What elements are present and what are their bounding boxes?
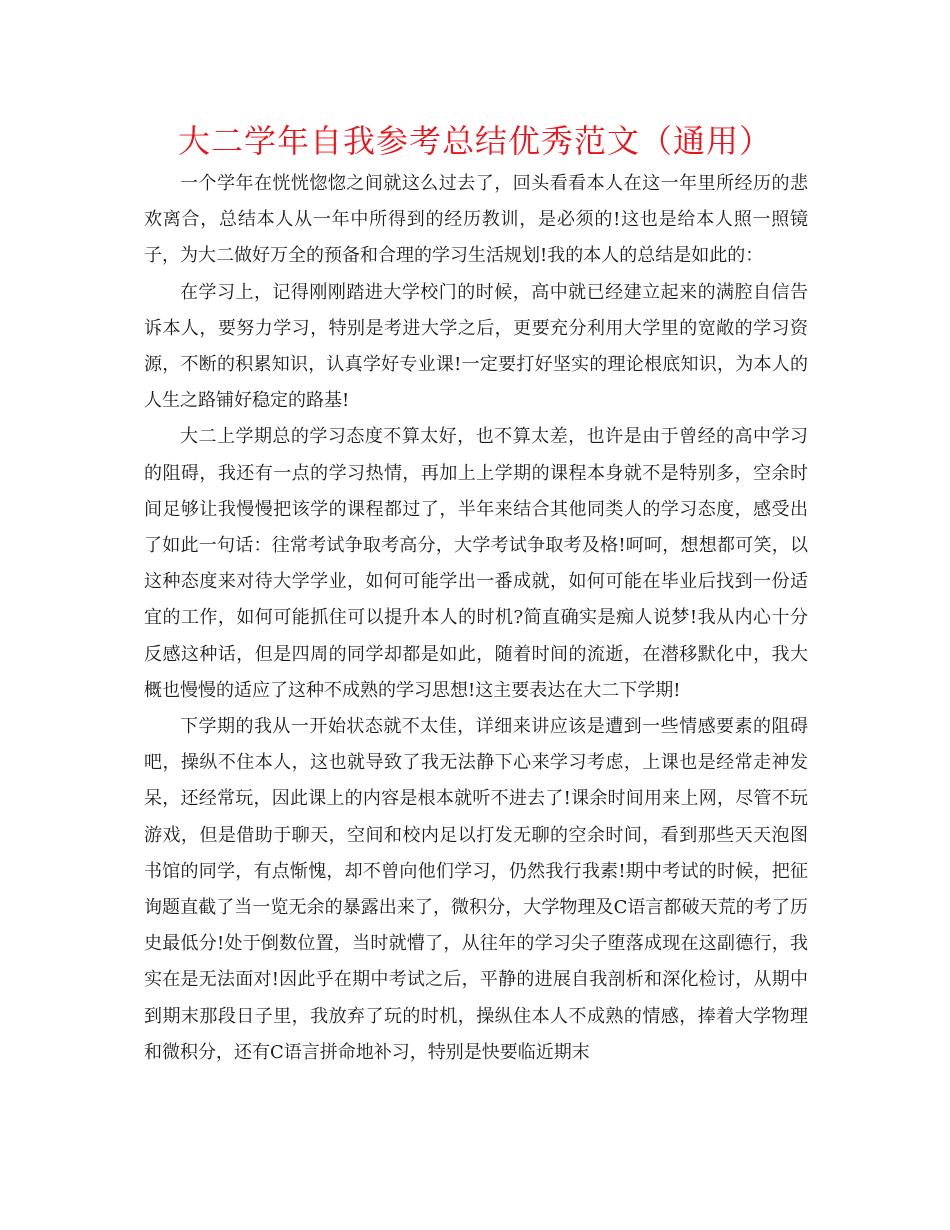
paragraph: 一个学年在恍恍惚惚之间就这么过去了，回头看看本人在这一年里所经历的悲欢离合，总结本人从一年中所得到的经历教训，是必须的!这也是给本人照一照镜子，为大二做好万全的预备和合理的学习生活规划!我的本人的总结是如此的：: [144, 173, 808, 267]
paragraph: 在学习上，记得刚刚踏进大学校门的时候，高中就已经建立起来的满腔自信告诉本人，要努力学习，特别是考进大学之后，更要充分利用大学里的宽敞的学习资源，不断的积累知识，认真学好专业课!一定要打好坚实的理论根底知识，为本人的人生之路铺好稳定的路基!: [144, 281, 808, 412]
paragraph: 大二上学期总的学习态度不算太好，也不算太差，也许是由于曾经的高中学习的阻碍，我还有一点的学习热情，再加上上学期的课程本身就不是特别多，空余时间足够让我慢慢把该学的课程都过了，半年来结合其他同类人的学习态度，感受出了如此一句话：往常考试争取考高分，大学考试争取考及格!呵呵，想想都可笑，以这种态度来对待大学学业，如何可能学出一番成就，如何可能在毕业后找到一份适宜的工作，如何可能抓住可以提升本人的时机?简直确实是痴人说梦!我从内心十分反感这种话，但是四周的同学却都是如此，随着时间的流逝，在潜移默化中，我大概也慢慢的适应了这种不成熟的学习思想!这主要表达在大二下学期!: [144, 426, 808, 701]
document-body: [144, 166, 808, 1071]
paragraph: 下学期的我从一开始状态就不太佳，详细来讲应该是遭到一些情感要素的阻碍吧，操纵不住本人，这也就导致了我无法静下心来学习考虑，上课也是经常走神发呆，还经常玩，因此课上的内容是根本就听不进去了!课余时间用来上网，尽管不玩游戏，但是借助于聊天，空间和校内足以打发无聊的空余时间，看到那些天天泡图书馆的同学，有点惭愧，却不曾向他们学习，仍然我行我素!期中考试的时候，把征询题直截了当一览无余的暴露出来了，微积分，大学物理及C语言都破天荒的考了历史最低分!处于倒数位置，当时就懵了，从往年的学习尖子堕落成现在这副德行，我实在是无法面对!因此乎在期中考试之后，平静的进展自我剖析和深化检讨，从期中到期末那段日子里，我放弃了玩的时机，操纵住本人不成熟的情感，捧着大学物理和微积分，还有C语言拼命地补习，特别是快要临近期末: [144, 716, 808, 1063]
document-title: 大二学年自我参考总结优秀范文（通用）: [177, 122, 772, 160]
